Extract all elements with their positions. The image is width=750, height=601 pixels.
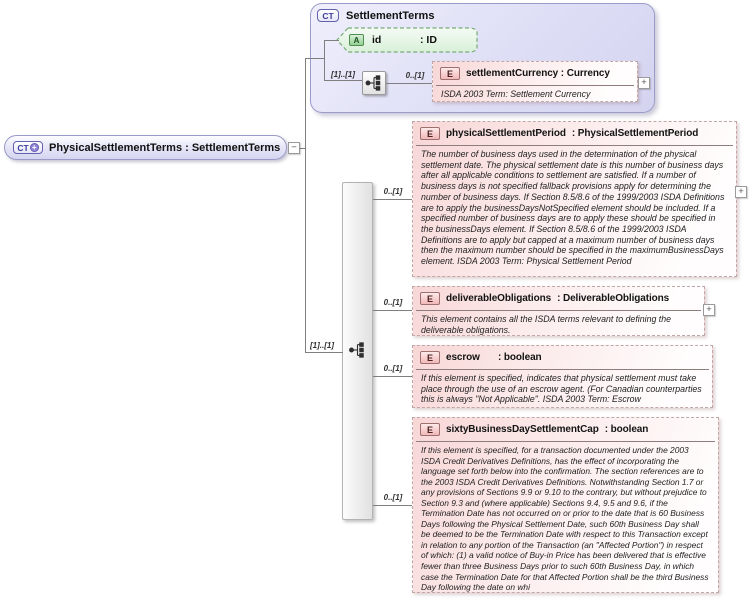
connector-line [305,58,325,59]
connector-line [324,40,339,41]
cardinality-label: [1]..[1] [310,341,334,350]
element-annotation: ISDA 2003 Term: Settlement Currency [441,89,591,99]
element-badge: E [420,423,440,436]
cardinality-label: 0..[1] [405,71,425,80]
element-badge: E [420,292,440,305]
element-badge: E [420,351,440,364]
element-badge: E [440,67,460,80]
element-title: settlementCurrency : Currency [466,68,610,79]
connector-line [324,40,325,81]
base-type-title: SettlementTerms [346,10,435,22]
element-sixtybusinessdaysettlementcap[interactable] [412,417,719,593]
cardinality-label: 0..[1] [383,493,403,502]
connector-line [373,505,412,506]
element-settlementcurrency[interactable] [432,61,638,102]
attribute-name: id [372,34,382,46]
cardinality-label: [1]..[1] [331,70,355,79]
element-type: : boolean [498,352,542,363]
element-deliverableobligations[interactable] [412,286,705,336]
root-node-label: PhysicalSettlementTerms : SettlementTerms [49,141,281,154]
attribute-type: : ID [420,34,437,46]
element-annotation: If this element is specified, indicates that physical settlement must take place through the use of an escrow agent. (For Canadian counterparties this is always "Not Applicable". ISDA 2003 Term: Escrow [421,373,702,405]
connector-line [373,310,412,311]
element-type: : boolean [604,424,649,435]
cardinality-label: 0..[1] [383,364,403,373]
connector-line [386,83,432,84]
attribute-badge: A [349,34,364,46]
attribute-id[interactable] [336,27,479,53]
complex-type-badge-label: CT [17,142,29,153]
element-name: deliverableObligations [446,293,552,304]
sequence-compositor[interactable] [362,71,386,95]
collapse-icon[interactable]: − [288,142,300,154]
element-type: : DeliverableObligations [557,293,670,304]
connector-line [305,352,343,353]
sequence-icon [365,74,383,92]
expand-icon[interactable]: + [638,77,650,89]
element-physicalsettlementperiod[interactable] [412,121,737,277]
expand-icon[interactable]: + [735,186,747,198]
cardinality-label: 0..[1] [383,187,403,196]
element-name: escrow [446,352,480,363]
expand-icon[interactable]: + [703,304,715,316]
complex-type-badge: CT [317,9,339,22]
complex-type-badge [13,141,43,154]
element-name: physicalSettlementPeriod [446,128,566,139]
element-badge: E [420,127,440,140]
connector-line [324,80,362,81]
connector-line [373,376,412,377]
element-name: sixtyBusinessDaySettlementCap [446,424,599,435]
cardinality-label: 0..[1] [383,298,403,307]
connector-line [305,58,306,353]
element-type: : PhysicalSettlementPeriod [571,128,699,139]
element-annotation: If this element is specified, for a transaction documented under the 2003 ISDA Credit Derivatives Definitions, has the effect of incorporating the language set forth below into the confirmation. The section references are to the 2003 ISDA Credit Derivatives Definitions. Notwithstanding Section 1.7 or any provisions of Sections 9.9 or 9.10 to the contrary, but without prejudice to Section 9.3 and (where applicable) Sections 9.4, 9.5 and 9.6, if the Termination Date has not occurred on or prior to the date that is 60 Business Days following the Physical Settlement Date, such 60th Business Day shall be deemed to be the Termination Date with respect to this Transaction except in relation to any portion of the Transaction (an "Affected Portion") in respect of which: (1) a valid notice of Buy-in Price has been delivered that is effective fewer than three Business Days prior to such 60th Business Day, in which case the Termination Date for that Affected Portion shall be the third Business Day following the date on whi [421,445,709,593]
root-node-physicalsettlementterms[interactable] [4,135,287,160]
connector-line [373,199,412,200]
derived-type-plus-icon: + [30,143,39,152]
element-annotation: The number of business days used in the determination of the physical settlement date. The physical settlement date is this number of business days after all applicable conditions to settlement are satisfied. If a number of business days is not specified fallback provisions apply for determining the number of business days. If Section 8.5/8.6 of the 1999/2003 ISDA Definitions are to apply the businessDaysNotSpecified element should be included. If a specified number of business days are to apply these should be specified in the businessDays element. If Section 8.5/8.6 of the 1999/2003 ISDA Definitions are to apply but capped at a maximum number of business days then the maximum number should be specified in the maximumBusinessDays element. ISDA 2003 Term: Physical Settlement Period [421,149,725,267]
element-escrow[interactable] [412,345,713,408]
element-annotation: This element contains all the ISDA terms relevant to defining the deliverable obligations. [421,314,672,335]
sequence-icon [348,341,367,359]
